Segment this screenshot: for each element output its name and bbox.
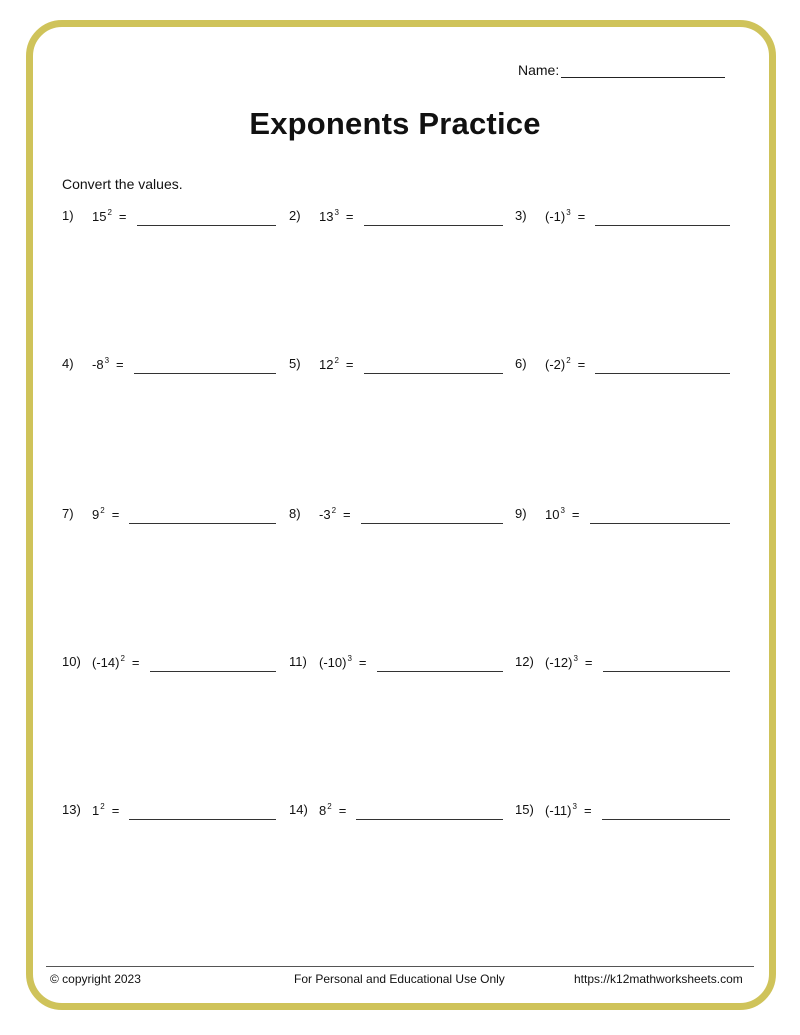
answer-line[interactable] [364, 225, 503, 226]
problem-exponent: 2 [120, 654, 125, 663]
answer-line[interactable] [129, 819, 276, 820]
problem-base: -3 [319, 507, 331, 522]
footer-usage: For Personal and Educational Use Only [294, 972, 505, 986]
problem-base: 15 [92, 209, 107, 224]
problem-expression [545, 654, 593, 670]
problem-number: 2) [289, 208, 301, 223]
problem-expression [92, 802, 119, 818]
problem-exponent: 3 [104, 356, 110, 365]
problem-item [289, 208, 503, 234]
problem-expression [319, 506, 351, 522]
answer-line[interactable] [377, 671, 503, 672]
problem-number: 15) [515, 802, 534, 817]
problem-equals: = [111, 507, 120, 522]
answer-line[interactable] [134, 373, 276, 374]
problem-equals: = [584, 655, 593, 670]
problem-item [62, 654, 276, 680]
problem-expression [545, 506, 580, 522]
problem-expression [545, 802, 592, 818]
problem-exponent: 3 [566, 208, 571, 217]
problem-number: 10) [62, 654, 81, 669]
name-answer-line[interactable] [561, 63, 725, 78]
problem-equals: = [577, 357, 586, 372]
problem-number: 7) [62, 506, 74, 521]
problem-item [289, 802, 503, 828]
problem-exponent: 3 [573, 654, 578, 663]
name-label: Name: [518, 62, 560, 78]
problem-base: (-12) [545, 655, 573, 670]
problem-equals: = [345, 209, 354, 224]
page-title: Exponents Practice [249, 106, 541, 141]
problem-expression [319, 654, 367, 670]
problem-item [62, 506, 276, 532]
problem-item [62, 802, 276, 828]
answer-line[interactable] [595, 225, 730, 226]
problem-item [515, 208, 730, 234]
problem-equals: = [577, 209, 586, 224]
problem-equals: = [571, 507, 580, 522]
problem-equals: = [116, 357, 124, 372]
problem-exponent: 2 [100, 802, 105, 811]
problem-expression [92, 654, 140, 670]
problem-number: 6) [515, 356, 527, 371]
problem-base: 12 [319, 357, 334, 372]
problem-base: (-2) [545, 357, 566, 372]
problem-expression [319, 208, 354, 224]
problem-base: (-11) [545, 803, 572, 818]
problem-equals: = [118, 209, 127, 224]
problem-equals: = [338, 803, 347, 818]
problem-exponent: 2 [331, 506, 337, 515]
problem-exponent: 2 [107, 208, 112, 217]
problem-base: 8 [319, 803, 327, 818]
problem-equals: = [583, 803, 592, 818]
answer-line[interactable] [361, 523, 503, 524]
problem-item [62, 208, 276, 234]
problem-base: 10 [545, 507, 560, 522]
problem-item [289, 506, 503, 532]
problem-exponent: 3 [334, 208, 339, 217]
problem-base: 9 [92, 507, 100, 522]
answer-line[interactable] [364, 373, 503, 374]
problem-number: 3) [515, 208, 527, 223]
answer-line[interactable] [356, 819, 503, 820]
problem-base: 1 [92, 803, 100, 818]
problem-expression [319, 356, 354, 372]
problem-expression [319, 802, 346, 818]
problem-exponent: 3 [347, 654, 352, 663]
problem-equals: = [358, 655, 367, 670]
problem-item [515, 356, 730, 382]
problem-number: 4) [62, 356, 74, 371]
answer-line[interactable] [129, 523, 276, 524]
problem-number: 1) [62, 208, 74, 223]
answer-line[interactable] [137, 225, 276, 226]
problem-item [289, 356, 503, 382]
problem-exponent: 3 [560, 506, 565, 515]
problem-exponent: 2 [566, 356, 571, 365]
answer-line[interactable] [603, 671, 730, 672]
answer-line[interactable] [602, 819, 730, 820]
problem-number: 9) [515, 506, 527, 521]
problem-number: 8) [289, 506, 301, 521]
answer-line[interactable] [595, 373, 730, 374]
problem-exponent: 2 [334, 356, 339, 365]
footer-website[interactable]: https://k12mathworksheets.com [574, 972, 743, 986]
answer-line[interactable] [150, 671, 276, 672]
problem-base: 13 [319, 209, 334, 224]
problem-base: (-10) [319, 655, 347, 670]
problem-item [515, 654, 730, 680]
problem-item [515, 506, 730, 532]
problem-expression [545, 356, 585, 372]
problem-number: 5) [289, 356, 301, 371]
problem-exponent: 2 [100, 506, 105, 515]
problem-item [515, 802, 730, 828]
problem-base: -8 [92, 357, 104, 372]
problem-item [62, 356, 276, 382]
problem-equals: = [111, 803, 120, 818]
instructions: Convert the values. [62, 176, 183, 192]
problem-exponent: 3 [572, 802, 577, 811]
problem-equals: = [131, 655, 140, 670]
problem-expression [92, 506, 119, 522]
problem-exponent: 2 [327, 802, 332, 811]
problem-equals: = [345, 357, 354, 372]
answer-line[interactable] [590, 523, 730, 524]
problem-base: (-14) [92, 655, 120, 670]
problem-expression [92, 208, 127, 224]
problem-item [289, 654, 503, 680]
problem-number: 12) [515, 654, 534, 669]
problem-number: 14) [289, 802, 308, 817]
problem-base: (-1) [545, 209, 566, 224]
problem-equals: = [343, 507, 351, 522]
footer-copyright: © copyright 2023 [50, 972, 141, 986]
problem-expression [92, 356, 124, 372]
problem-number: 13) [62, 802, 81, 817]
problem-expression [545, 208, 585, 224]
name-field-row [518, 62, 725, 78]
problem-number: 11) [289, 654, 307, 669]
footer-divider [46, 966, 754, 967]
